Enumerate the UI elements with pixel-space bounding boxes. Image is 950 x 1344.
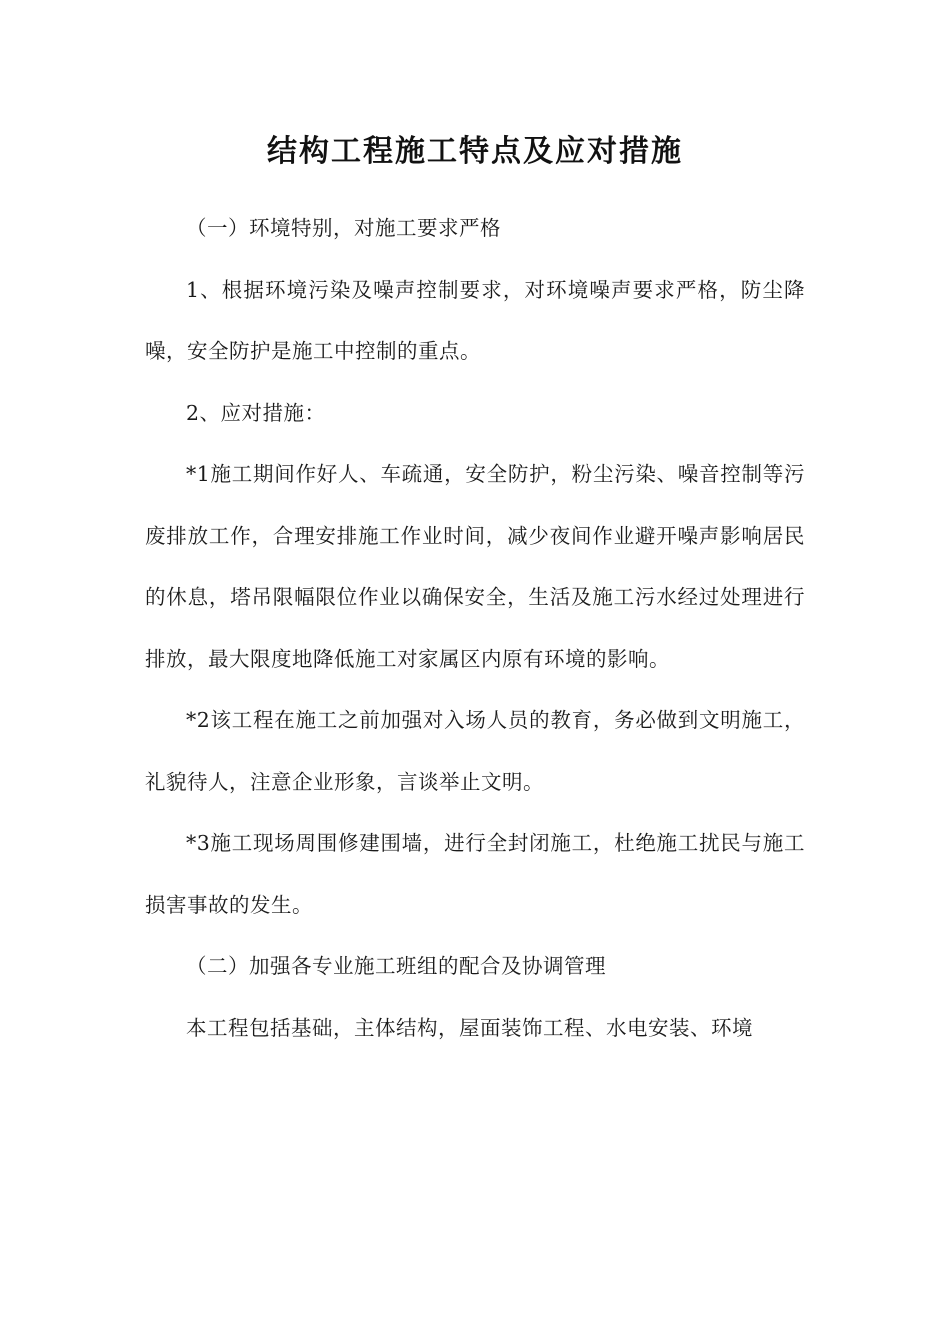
document-body xyxy=(145,198,805,1059)
paragraph-3: *1施工期间作好人、车疏通，安全防护，粉尘污染、噪音控制等污废排放工作，合理安排施工作业时间，减少夜间作业避开噪声影响居民的休息，塔吊限幅限位作业以确保安全，生活及施工污水经过处理进行排放，最大限度地降低施工对家属区内原有环境的影响。 xyxy=(145,462,805,671)
paragraph-1: 1、根据环境污染及噪声控制要求，对环境噪声要求严格，防尘降噪，安全防护是施工中控制的重点。 xyxy=(145,277,805,363)
paragraph-4: *2该工程在施工之前加强对入场人员的教育，务必做到文明施工，礼貌待人，注意企业形象，言谈举止文明。 xyxy=(145,708,805,794)
paragraph-2: 2、应对措施： xyxy=(186,400,326,425)
section-heading-1: （一）环境特别，对施工要求严格 xyxy=(186,216,501,240)
section-heading-2: （二）加强各专业施工班组的配合及协调管理 xyxy=(186,954,606,978)
paragraph-6: 本工程包括基础，主体结构，屋面装饰工程、水电安装、环境 xyxy=(186,1015,753,1040)
paragraph-5: *3施工现场周围修建围墙，进行全封闭施工，杜绝施工扰民与施工损害事故的发生。 xyxy=(145,831,805,917)
document-title: 结构工程施工特点及应对措施 xyxy=(267,134,683,169)
